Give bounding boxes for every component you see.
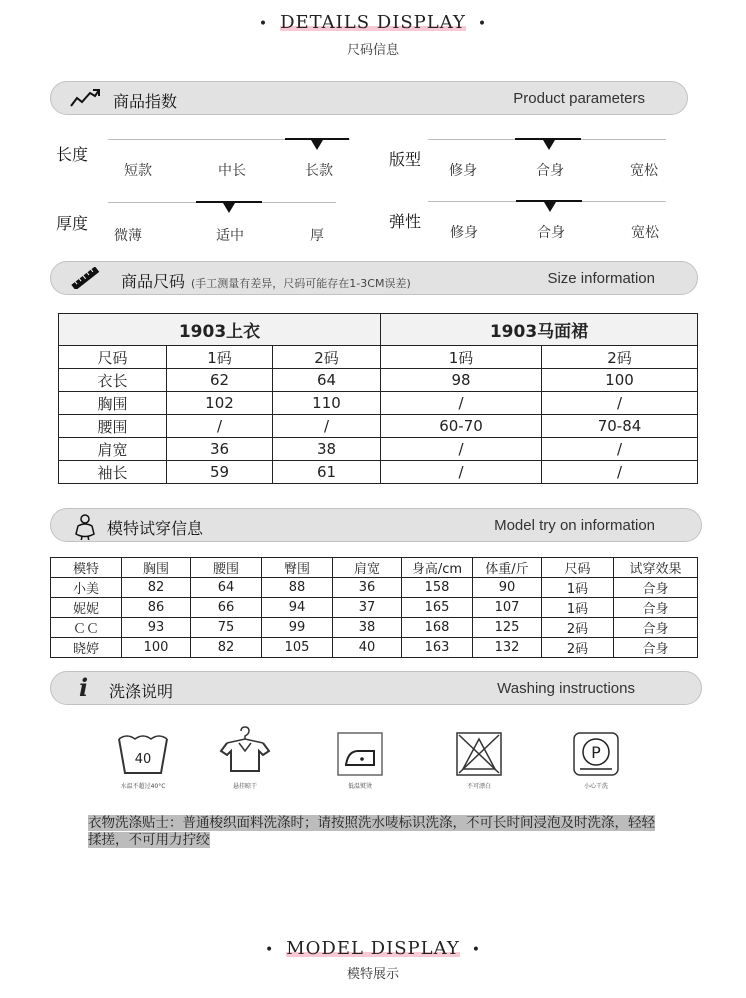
care-hang-dry	[210, 725, 280, 790]
care-caption: 水温不超过40°C	[120, 783, 166, 790]
size-cell: /	[381, 438, 542, 461]
model-cell: 64	[191, 578, 262, 598]
care-dry-clean	[561, 729, 631, 790]
model-header-cell: 模特	[51, 558, 122, 578]
model-header-cell: 臀围	[262, 558, 333, 578]
size-cell: 62	[167, 369, 273, 392]
size-table	[58, 313, 698, 484]
wash-40-icon	[115, 729, 171, 779]
fit-option-loose: 宽松	[630, 163, 658, 179]
table-row	[59, 369, 698, 392]
model-cell: 163	[402, 638, 473, 658]
model-cell: 合身	[614, 638, 698, 658]
elasticity-arrow-icon	[544, 202, 556, 212]
model-cell: 38	[333, 618, 402, 638]
care-caption: 悬挂晾干	[232, 783, 257, 790]
wash-temp-number: 40	[134, 752, 152, 767]
length-option-short: 短款	[124, 163, 152, 179]
table-row	[51, 638, 698, 658]
model-cell: 86	[122, 598, 191, 618]
model-cell: 90	[473, 578, 542, 598]
length-label: 长度	[56, 145, 89, 164]
model-cell: 88	[262, 578, 333, 598]
trend-chart-icon	[69, 87, 101, 109]
model-header-cell: 肩宽	[333, 558, 402, 578]
size-cell: 98	[381, 369, 542, 392]
iron-icon	[332, 729, 388, 779]
thickness-arrow-icon	[223, 203, 235, 213]
model-display-subtitle: 模特展示	[346, 967, 399, 982]
product-parameters-en: Product parameters	[513, 90, 645, 107]
fit-label: 版型	[389, 150, 422, 169]
size-cell: 60-70	[381, 415, 542, 438]
size-information-bar	[50, 261, 698, 295]
size-row-label: 胸围	[59, 392, 167, 415]
model-cell: 168	[402, 618, 473, 638]
model-cell: 132	[473, 638, 542, 658]
model-try-on-bar	[50, 508, 702, 542]
details-display-title: • DETAILS DISPLAY •	[258, 12, 488, 33]
model-cell: 合身	[614, 598, 698, 618]
size-row-label: 肩宽	[59, 438, 167, 461]
no-bleach-icon	[451, 729, 507, 779]
fit-option-slim: 修身	[449, 163, 477, 179]
size-cell: /	[542, 392, 698, 415]
model-cell: 158	[402, 578, 473, 598]
size-information-en: Size information	[547, 270, 655, 287]
size-cell: 64	[273, 369, 381, 392]
model-cell: 1码	[542, 598, 614, 618]
care-caption: 小心干洗	[583, 783, 608, 790]
model-cell: 100	[122, 638, 191, 658]
model-header-cell: 体重/斤	[473, 558, 542, 578]
elasticity-option-3: 宽松	[631, 225, 659, 241]
model-header-cell: 身高/cm	[402, 558, 473, 578]
model-cell: 2码	[542, 618, 614, 638]
size-cell: 38	[273, 438, 381, 461]
model-header-cell: 胸围	[122, 558, 191, 578]
model-cell: 2码	[542, 638, 614, 658]
size-table-group-row	[59, 314, 698, 346]
details-display-subtitle: 尺码信息	[346, 43, 399, 58]
length-option-mid: 中长	[218, 163, 246, 179]
dry-clean-letter: P	[591, 743, 601, 762]
model-cell: ＣＣ	[51, 618, 122, 638]
thickness-option-thin: 微薄	[114, 228, 142, 244]
size-row-label: 袖长	[59, 461, 167, 484]
care-no-bleach	[444, 729, 514, 790]
model-header-cell: 尺码	[542, 558, 614, 578]
model-cell: 1码	[542, 578, 614, 598]
product-parameters-label: 商品指数	[113, 92, 178, 111]
size-information-label: 商品尺码 (手工测量有差异，尺码可能存在1-3CM误差)	[121, 272, 411, 291]
size-cell: 100	[542, 369, 698, 392]
table-row	[51, 578, 698, 598]
info-icon: i	[79, 673, 89, 702]
care-wash-40	[108, 729, 178, 790]
size-row-label: 腰围	[59, 415, 167, 438]
model-cell: 晓婷	[51, 638, 122, 658]
model-cell: 165	[402, 598, 473, 618]
size-cell: 59	[167, 461, 273, 484]
size-measure-note: (手工测量有差异，尺码可能存在1-3CM误差)	[191, 277, 411, 290]
dry-clean-icon	[568, 729, 624, 779]
model-try-on-label: 模特试穿信息	[107, 519, 204, 538]
size-header-cell: 2码	[542, 346, 698, 369]
product-parameters-bar	[50, 81, 688, 115]
model-cell: 40	[333, 638, 402, 658]
size-cell: /	[542, 438, 698, 461]
table-row	[51, 598, 698, 618]
model-cell: 93	[122, 618, 191, 638]
size-cell: /	[381, 392, 542, 415]
ruler-icon	[69, 267, 101, 289]
size-cell: 61	[273, 461, 381, 484]
care-caption: 不可漂白	[466, 783, 491, 790]
model-table	[50, 557, 698, 658]
model-table-header-row	[51, 558, 698, 578]
fit-arrow-icon	[543, 140, 555, 150]
model-cell: 妮妮	[51, 598, 122, 618]
length-option-long: 长款	[305, 163, 333, 179]
size-cell: 110	[273, 392, 381, 415]
care-caption: 低温熨烫	[347, 783, 372, 790]
thickness-option-thick: 厚	[310, 228, 324, 244]
washing-instructions-label: 洗涤说明	[109, 682, 174, 701]
size-cell: 102	[167, 392, 273, 415]
model-try-on-en: Model try on information	[494, 517, 655, 534]
size-header-cell: 1码	[381, 346, 542, 369]
table-row	[59, 461, 698, 484]
model-cell: 82	[191, 638, 262, 658]
size-cell: /	[273, 415, 381, 438]
size-cell: /	[381, 461, 542, 484]
washing-note: 衣物洗涤贴士：普通梭织面料洗涤时；请按照洗水唛标识洗涤，不可长时间浸泡及时洗涤，轻轻揉搓，不可用力拧绞	[88, 815, 655, 848]
table-row	[59, 392, 698, 415]
elasticity-option-1: 修身	[450, 225, 478, 241]
size-cell: /	[542, 461, 698, 484]
table-row	[59, 415, 698, 438]
model-cell: 合身	[614, 578, 698, 598]
elasticity-label: 弹性	[389, 212, 422, 231]
model-cell: 125	[473, 618, 542, 638]
model-cell: 36	[333, 578, 402, 598]
model-cell: 105	[262, 638, 333, 658]
fit-option-regular: 合身	[536, 163, 564, 179]
size-group-skirt: 1903马面裙	[381, 314, 698, 346]
model-header-cell: 腰围	[191, 558, 262, 578]
size-row-label: 衣长	[59, 369, 167, 392]
elasticity-option-2: 合身	[537, 225, 565, 241]
care-iron	[325, 729, 395, 790]
model-cell: 107	[473, 598, 542, 618]
thickness-option-medium: 适中	[216, 228, 244, 244]
model-cell: 75	[191, 618, 262, 638]
hang-dry-icon	[217, 725, 273, 779]
thickness-label: 厚度	[56, 214, 89, 233]
model-cell: 66	[191, 598, 262, 618]
model-header-cell: 试穿效果	[614, 558, 698, 578]
size-cell: 36	[167, 438, 273, 461]
model-cell: 合身	[614, 618, 698, 638]
person-icon	[69, 510, 101, 540]
washing-instructions-bar	[50, 671, 702, 705]
size-cell: 70-84	[542, 415, 698, 438]
model-cell: 37	[333, 598, 402, 618]
size-header-cell: 1码	[167, 346, 273, 369]
size-header-cell: 尺码	[59, 346, 167, 369]
model-display-title: • MODEL DISPLAY •	[264, 938, 482, 959]
model-cell: 94	[262, 598, 333, 618]
size-header-cell: 2码	[273, 346, 381, 369]
size-cell: /	[167, 415, 273, 438]
table-row	[59, 438, 698, 461]
size-table-header-row	[59, 346, 698, 369]
model-cell: 99	[262, 618, 333, 638]
model-cell: 小美	[51, 578, 122, 598]
washing-instructions-en: Washing instructions	[497, 680, 635, 697]
length-arrow-icon	[311, 140, 323, 150]
model-cell: 82	[122, 578, 191, 598]
table-row	[51, 618, 698, 638]
size-group-top: 1903上衣	[59, 314, 381, 346]
